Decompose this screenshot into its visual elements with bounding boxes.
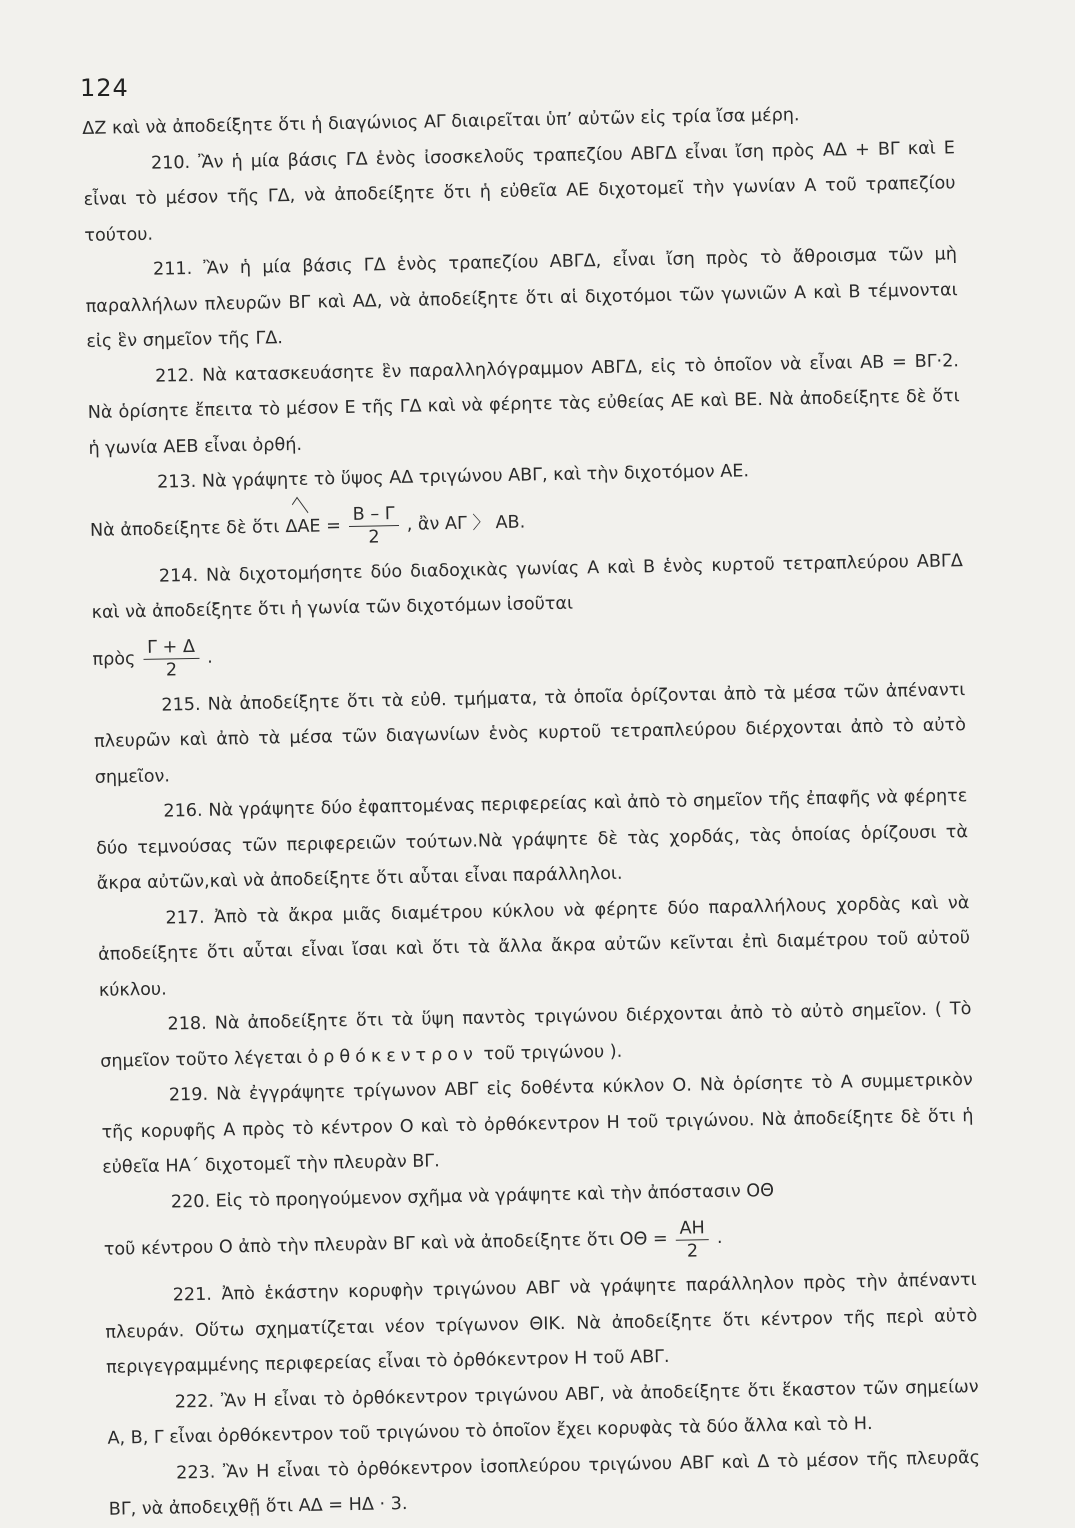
exercise-211: 211. Ἂν ἡ μία βάσις ΓΔ ἑνὸς τραπεζίου ΑΒΓΔ, εἶναι ἴση πρὸς τὸ ἄθροισμα τῶν μὴ παραλλήλων πλευρῶν ΒΓ καὶ ΑΔ, νὰ ἀποδείξητε ὅτι αἱ διχοτόμοι τῶν γωνιῶν Α καὶ Β τέμνονται εἰς ἓν σημεῖον τῆς ΓΔ. [85,244,958,352]
fraction-denominator: 2 [165,660,178,681]
paragraph-intro: ΔΖ καὶ νὰ ἀποδείξητε ὅτι ἡ διαγώνιος ΑΓ διαιρεῖται ὑπ’ αὐτῶν εἰς τρία ἴσα μέρη. [82,105,800,139]
page-body [82,95,981,1528]
fraction-numerator: Γ + Δ [143,636,199,660]
exercise-216: 216. Νὰ γράψητε δύο ἐφαπτομένας περιφερείας καὶ ἀπὸ τὸ σημεῖον τῆς ἐπαφῆς νὰ φέρητε δύο τεμνούσας τῶν περιφερειῶν τούτων.Νὰ γράψητε δὲ τὰς χορδάς, τὰς ὁποίας ὁρίζουσι τὰ ἄκρα αὐτῶν,καὶ νὰ ἀποδείξητε ὅτι αὗται εἶναι παράλληλοι. [95,786,969,894]
equation-text: τοῦ κέντρου Ο ἀπὸ τὴν πλευρὰν ΒΓ καὶ νὰ ἀποδείξητε ὅτι ΟΘ = [103,1229,668,1261]
exercise-218-text-end: τοῦ τριγώνου ). [483,1041,623,1064]
exercise-219: 219. Νὰ ἐγγράψητε τρίγωνον ΑΒΓ εἰς δοθέντα κύκλον Ο. Νὰ ὁρίσητε τὸ Α συμμετρικὸν τῆς κορυφῆς Α πρὸς τὸ κέντρον Ο καὶ τὸ ὀρθόκεντρον Η τοῦ τριγώνου. Νὰ ἀποδείξητε δὲ ὅτι ἡ εὐθεῖα ΗΑ΄ διχοτομεῖ τὴν πλευρὰν ΒΓ. [101,1070,974,1178]
fraction [348,503,399,549]
fraction-numerator: Β – Γ [348,503,398,527]
exercise-215: 215. Νὰ ἀποδείξητε ὅτι τὰ εὐθ. τμήματα, τὰ ὁποῖα ὁρίζονται ἀπὸ τὰ μέσα τῶν ἀπέναντι πλευρῶν καὶ ἀπὸ τὰ μέσα τῶν διαγωνίων ἑνὸς κυρτοῦ τετραπλεύρου διέρχονται ἀπὸ τὸ αὐτὸ σημεῖον. [93,679,967,788]
exercise-218-text: 218. Νὰ ἀποδείξητε ὅτι τὰ ὕψη παντὸς τριγώνου διέρχονται ἀπὸ τὸ αὐτὸ σημεῖον. ( Τὸ σημεῖον τοῦτο λέγεται [100,999,972,1072]
exercise-214: 214. Νὰ διχοτομήσητε δύο διαδοχικὰς γωνίας Α καὶ Β ἑνὸς κυρτοῦ τετραπλεύρου ΑΒΓΔ καὶ νὰ ἀποδείξητε ὅτι ἡ γωνία τῶν διχοτόμων ἰσοῦται [91,550,963,623]
exercise-210: 210. Ἂν ἡ μία βάσις ΓΔ ἑνὸς ἰσοσκελοῦς τραπεζίου ΑΒΓΔ εἶναι ἴση πρὸς ΑΔ + ΒΓ καὶ Ε εἶναι τὸ μέσον τῆς ΓΔ, νὰ ἀποδείξητε ὅτι ἡ εὐθεῖα ΑΕ διχοτομεῖ τὴν γωνίαν Α τοῦ τραπεζίου τούτου. [83,137,956,246]
fraction-numerator: ΑΗ [675,1217,709,1241]
exercise-220: 220. Εἰς τὸ προηγούμενον σχῆμα νὰ γράψητε καὶ τὴν ἀπόστασιν ΟΘ [170,1180,775,1212]
exercise-218-term: ὀρθόκεντρον [307,1044,479,1068]
equation-text: , ἂν ΑΓ 〉 ΑΒ. [406,512,526,535]
page-number: 124 [80,74,129,102]
exercise-222: 222. Ἂν Η εἶναι τὸ ὀρθόκεντρον τριγώνου ΑΒΓ, νὰ ἀποδείξητε ὅτι ἕκαστον τῶν σημείων Α, Β, Γ εἶναι ὀρθόκεντρον τοῦ τριγώνου τὸ ὁποῖον ἔχει κορυφὰς τὰ δύο ἄλλα καὶ τὸ Η. [107,1376,979,1449]
fraction [675,1217,709,1263]
exercise-217: 217. Ἀπὸ τὰ ἄκρα μιᾶς διαμέτρου κύκλου νὰ φέρητε δύο παραλλήλους χορδὰς καὶ νὰ ἀποδείξητε ὅτι αὗται εἶναι ἴσαι καὶ ὅτι τὰ ἄλλα ἄκρα αὐτῶν κεῖνται ἐπὶ διαμέτρου τοῦ αὐτοῦ κύκλου. [97,892,971,1001]
exercise-212: 212. Νὰ κατασκευάσητε ἓν παραλληλόγραμμον ΑΒΓΔ, εἰς τὸ ὁποῖον νὰ εἶναι ΑΒ = ΒΓ·2. Νὰ ὁρίσητε ἔπειτα τὸ μέσον Ε τῆς ΓΔ καὶ νὰ φέρητε τὰς εὐθείας ΑΕ καὶ ΒΕ. Νὰ ἀποδείξητε δὲ ὅτι ἡ γωνία ΑΕΒ εἶναι ὀρθή. [87,350,960,459]
equation-text: πρὸς [92,648,136,670]
fraction [143,636,200,682]
equation-text: Νὰ ἀποδείξητε δὲ ὅτι [89,517,280,541]
exercise-213: 213. Νὰ γράψητε τὸ ὕψος ΑΔ τριγώνου ΑΒΓ, καὶ τὴν διχοτόμον ΑΕ. [156,461,750,493]
angle-expression: ΔΑΕ = [285,509,341,546]
exercise-221: 221. Ἀπὸ ἑκάστην κορυφὴν τριγώνου ΑΒΓ νὰ γράψητε παράλληλον πρὸς τὴν ἀπέναντι πλευράν. Οὕτω σχηματίζεται νέον τρίγωνον ΘΙΚ. Νὰ ἀποδείξητε ὅτι κέντρον τῆς περὶ αὐτὸ περιγεγραμμένης περιφερείας εἶναι τὸ ὀρθόκεντρον Η τοῦ ΑΒΓ. [105,1270,978,1378]
equation-text: . [716,1228,723,1249]
fraction-denominator: 2 [368,527,380,548]
equation-text: . [206,647,213,668]
exercise-223: 223. Ἂν Η εἶναι τὸ ὀρθόκεντρον ἰσοπλεύρου τριγώνου ΑΒΓ καὶ Δ τὸ μέσον τῆς πλευρᾶς ΒΓ, νὰ ἀποδειχθῇ ὅτι ΑΔ = ΗΔ · 3. [108,1447,981,1520]
fraction-denominator: 2 [686,1240,699,1262]
